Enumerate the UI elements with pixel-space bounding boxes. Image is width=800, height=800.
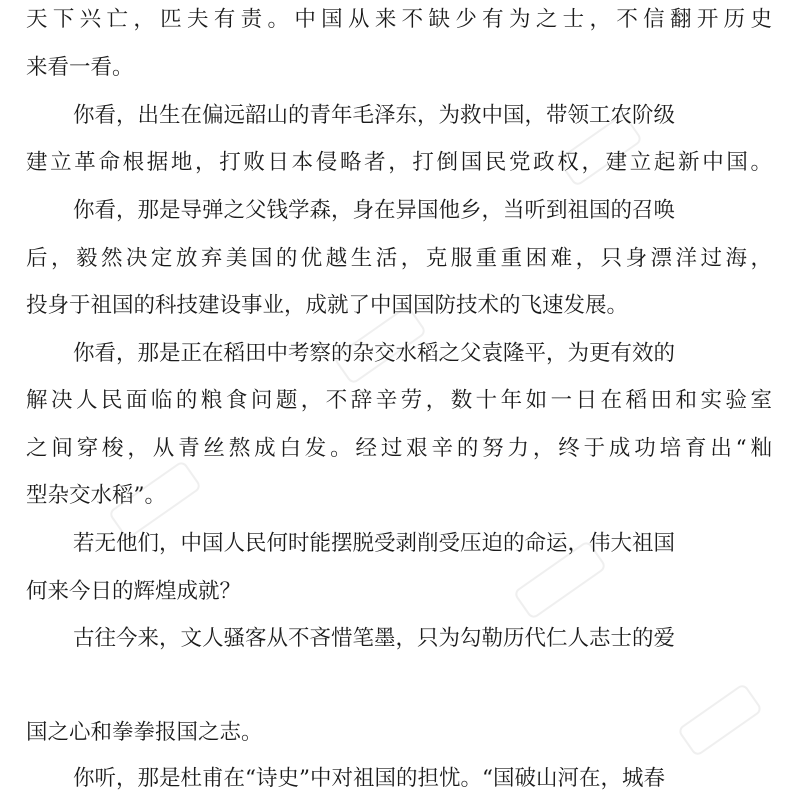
text-line: 之间穿梭，从青丝熬成白发。经过艰辛的努力，终于成功培育出“籼 — [26, 436, 772, 461]
text-line: 解决人民面临的粮食问题，不辞辛劳，数十年如一日在稻田和实验室 — [26, 388, 772, 413]
text-line: 来看一看。 — [26, 55, 134, 80]
paragraph-first-line: 你看，出生在偏远韶山的青年毛泽东，为救中国，带领工农阶级 — [73, 103, 676, 128]
paragraph-first-line: 你看，那是导弹之父钱学森，身在异国他乡，当听到祖国的召唤 — [73, 198, 676, 223]
paragraph-first-line: 你看，那是正在稻田中考察的杂交水稻之父袁隆平，为更有效的 — [73, 341, 676, 366]
text-line: 投身于祖国的科技建设事业，成就了中国国防技术的飞速发展。 — [26, 293, 629, 318]
text-line: 国之心和拳拳报国之志。 — [26, 720, 263, 745]
text-line: 何来今日的辉煌成就？ — [26, 579, 242, 604]
text-line: 后，毅然决定放弃美国的优越生活，克服重重困难，只身漂洋过海， — [26, 246, 772, 271]
text-line: 建立革命根据地，打败日本侵略者，打倒国民党政权，建立起新中国。 — [26, 150, 772, 175]
paragraph-first-line: 若无他们，中国人民何时能摆脱受剥削受压迫的命运，伟大祖国 — [73, 531, 676, 556]
paragraph-first-line: 你听，那是杜甫在“诗史”中对祖国的担忧。“国破山河在，城春 — [73, 766, 665, 791]
text-line: 天下兴亡，匹夫有责。中国从来不缺少有为之士，不信翻开历史 — [26, 7, 772, 32]
paragraph-first-line: 古往今来，文人骚客从不吝惜笔墨，只为勾勒历代仁人志士的爱 — [73, 626, 676, 651]
text-line: 型杂交水稻”。 — [26, 483, 166, 508]
